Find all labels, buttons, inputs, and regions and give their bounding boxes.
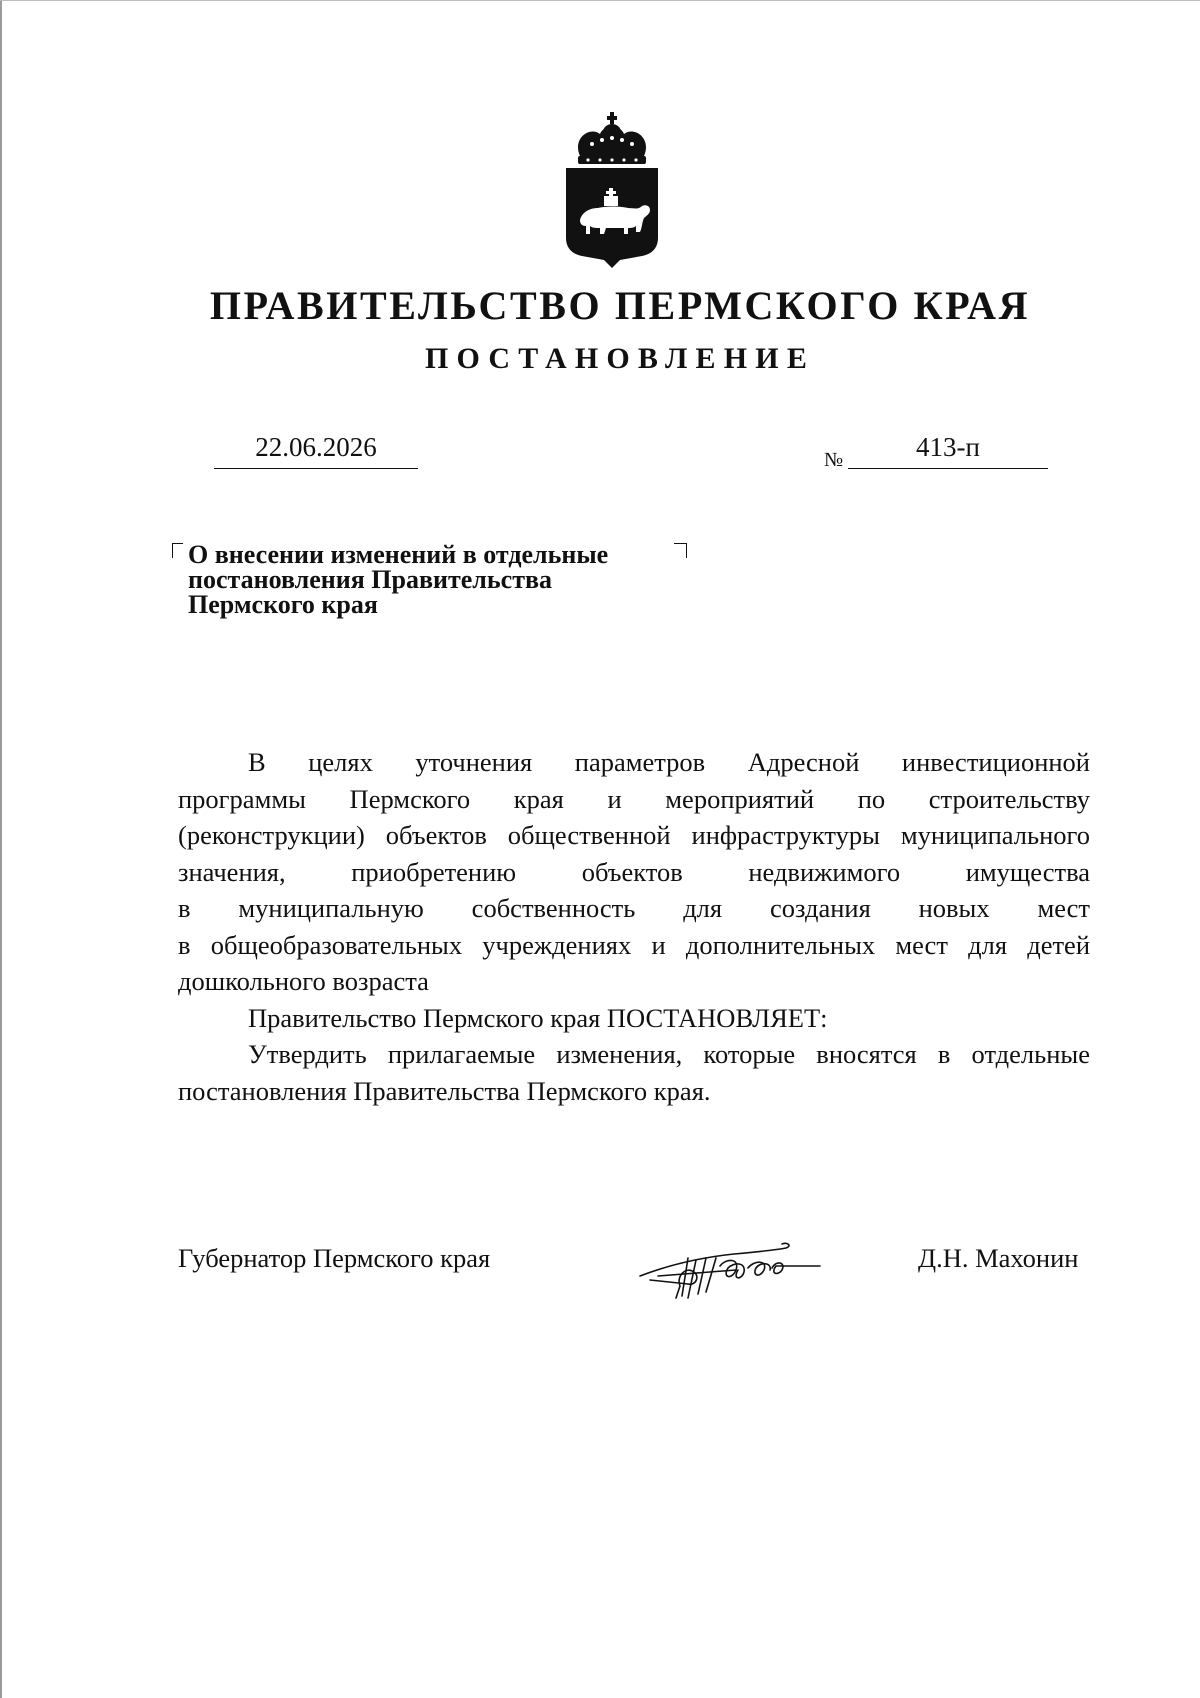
decision-line: постановления Правительства Пермского края. [178,1075,711,1106]
number-sign: № [824,449,844,471]
date-underline [214,468,418,469]
subject-line: постановления Правительства [188,565,552,594]
preamble-line: В целях уточнения параметров Адресной инвестиционной [248,747,1090,777]
document-date: 22.06.2026 [255,432,377,462]
document-body [178,744,1090,1109]
coat-of-arms-icon [562,112,662,268]
preamble-line: значения, приобретению объектов недвижимого имущества [178,856,1090,887]
government-title: ПРАВИТЕЛЬСТВО ПЕРМСКОГО КРАЯ [209,283,1031,328]
preamble-line: в общеобразовательных учреждениях и дополнительных мест для детей [178,929,1090,960]
decision-line: Утвердить прилагаемые изменения, которые вносятся в отдельные [248,1039,1090,1069]
document-subject [188,542,668,617]
subject-line: О внесении изменений в отдельные [188,540,609,569]
preamble-line: (реконструкции) объектов общественной инфраструктуры муниципального [178,820,1090,850]
document-number: 413-п [916,432,980,462]
signatory-name: Д.Н. Махонин [918,1243,1079,1273]
preamble-line: в муниципальную собственность для создания новых мест [178,893,1090,923]
document-type: ПОСТАНОВЛЕНИЕ [424,342,816,375]
crown-icon [578,112,646,164]
scan-edge-left [0,0,2,1698]
number-underline [848,468,1048,469]
preamble-line: программы Пермского края и мероприятий по строительству [178,783,1090,814]
scan-edge-top [0,0,1200,1]
subject-corner-right [674,543,687,558]
subject-line: Пермского края [188,590,378,619]
resolution-statement: Правительство Пермского края ПОСТАНОВЛЯЕТ: [248,1002,828,1033]
signatory-title: Губернатор Пермского края [178,1243,491,1273]
handwritten-signature [636,1236,822,1300]
preamble-line: дошкольного возраста [178,966,429,996]
subject-corner-left [172,543,183,558]
